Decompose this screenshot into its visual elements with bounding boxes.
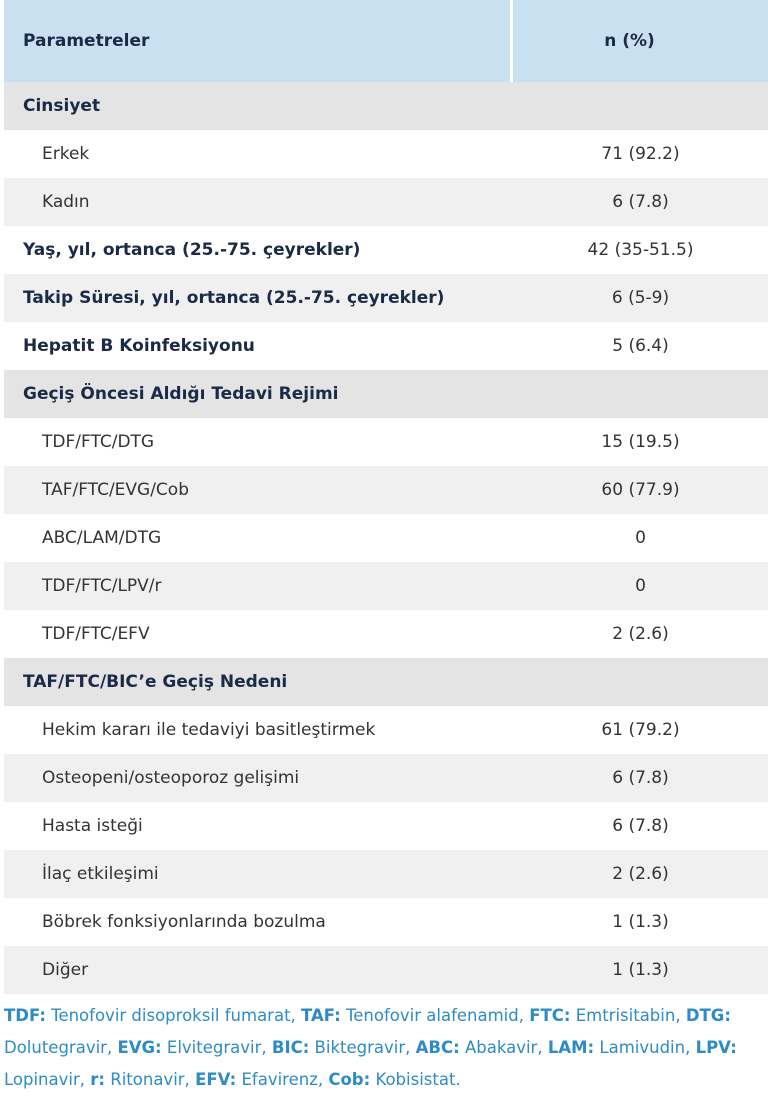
table-row: [4, 178, 768, 226]
row-value: 5 (6.4): [612, 336, 669, 356]
abbreviation-definition: Dolutegravir,: [4, 1038, 118, 1057]
abbreviation: LAM:: [547, 1038, 595, 1057]
abbreviation: EVG:: [117, 1038, 162, 1057]
table-row: [4, 610, 768, 658]
row-value: 60 (77.9): [601, 480, 680, 500]
row-value: 6 (7.8): [612, 192, 669, 212]
row-label: İlaç etkileşimi: [42, 864, 159, 884]
row-value: 2 (2.6): [612, 624, 669, 644]
abbreviation: Cob:: [328, 1070, 371, 1089]
row-value: 6 (7.8): [612, 768, 669, 788]
row-label: Geçiş Öncesi Aldığı Tedavi Rejimi: [23, 384, 339, 404]
abbreviation-definition: Efavirenz,: [236, 1070, 329, 1089]
row-value: 71 (92.2): [601, 144, 680, 164]
table-row: [4, 754, 768, 802]
abbreviations-footnote: [4, 1000, 768, 1096]
abbreviation-definition: Ritonavir,: [105, 1070, 196, 1089]
row-value: 6 (5-9): [611, 288, 670, 308]
data-table: [4, 0, 768, 994]
row-label: Kadın: [42, 192, 90, 212]
abbreviation: r:: [90, 1070, 105, 1089]
abbreviation: TDF:: [4, 1006, 46, 1025]
table-row: [4, 850, 768, 898]
table-row: [4, 322, 768, 370]
abbreviation: EFV:: [195, 1070, 237, 1089]
row-value: 2 (2.6): [612, 864, 669, 884]
row-label: Cinsiyet: [23, 96, 101, 116]
abbreviation: ABC:: [415, 1038, 460, 1057]
row-label: TDF/FTC/DTG: [42, 432, 155, 452]
row-label: Hasta isteği: [42, 816, 143, 836]
row-value: 61 (79.2): [601, 720, 680, 740]
row-value: 0: [635, 576, 646, 596]
row-value: 6 (7.8): [612, 816, 669, 836]
abbreviation-definition: Kobisistat.: [370, 1070, 461, 1089]
abbreviation-definition: Lamivudin,: [594, 1038, 696, 1057]
table-row: [4, 130, 768, 178]
row-label: TAF/FTC/EVG/Cob: [42, 480, 189, 500]
row-label: TDF/FTC/LPV/r: [42, 576, 162, 596]
row-label: Takip Süresi, yıl, ortanca (25.-75. çeyrekler): [23, 288, 445, 308]
table-row: [4, 418, 768, 466]
row-label: ABC/LAM/DTG: [42, 528, 162, 548]
abbreviation-definition: Abakavir,: [459, 1038, 548, 1057]
section-row: [4, 658, 768, 706]
table-row: [4, 898, 768, 946]
abbreviation: FTC:: [529, 1006, 571, 1025]
abbreviation-definition: Biktegravir,: [309, 1038, 416, 1057]
table-row: [4, 706, 768, 754]
table-row: [4, 802, 768, 850]
table-row: [4, 562, 768, 610]
row-label: Diğer: [42, 960, 89, 980]
abbreviation-definition: Elvitegravir,: [161, 1038, 272, 1057]
row-label: TAF/FTC/BIC’e Geçiş Nedeni: [23, 672, 288, 692]
abbreviation: LPV:: [695, 1038, 737, 1057]
row-label: Osteopeni/osteoporoz gelişimi: [42, 768, 300, 788]
row-value: 42 (35-51.5): [587, 240, 694, 260]
row-value: 1 (1.3): [612, 912, 669, 932]
header-parameters: Parametreler: [4, 0, 513, 82]
abbreviation-definition: Emtrisitabin,: [570, 1006, 686, 1025]
abbreviation: BIC:: [271, 1038, 310, 1057]
row-label: Hepatit B Koinfeksiyonu: [23, 336, 255, 356]
row-label: Erkek: [42, 144, 90, 164]
table-body: [4, 82, 768, 994]
section-row: [4, 82, 768, 130]
table-row: [4, 514, 768, 562]
abbreviation-definition: Lopinavir,: [4, 1070, 91, 1089]
header-n-percent: n (%): [604, 31, 655, 51]
row-label: Yaş, yıl, ortanca (25.-75. çeyrekler): [23, 240, 361, 260]
table-row: [4, 466, 768, 514]
row-label: TDF/FTC/EFV: [42, 624, 150, 644]
table-row: [4, 946, 768, 994]
row-label: Hekim kararı ile tedaviyi basitleştirmek: [42, 720, 376, 740]
row-value: 0: [635, 528, 646, 548]
section-row: [4, 370, 768, 418]
abbreviation: TAF:: [301, 1006, 341, 1025]
table-header: [4, 0, 768, 82]
abbreviation: DTG:: [685, 1006, 731, 1025]
abbreviation-definition: Tenofovir disoproksil fumarat,: [45, 1006, 302, 1025]
table-row: [4, 226, 768, 274]
table-row: [4, 274, 768, 322]
row-value: 15 (19.5): [601, 432, 680, 452]
row-value: 1 (1.3): [612, 960, 669, 980]
abbreviation-definition: Tenofovir alafenamid,: [340, 1006, 530, 1025]
row-label: Böbrek fonksiyonlarında bozulma: [42, 912, 326, 932]
